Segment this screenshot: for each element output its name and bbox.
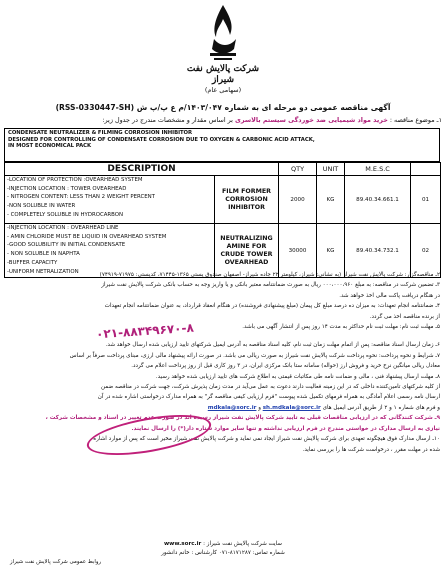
company-name: شرکت پالایش نفت شیراز [186,64,260,85]
footer-site-label: سایت شرکت پالایش نفت شیراز : [201,541,282,547]
footer-site-url[interactable]: www.sorc.ir [164,541,202,547]
handwritten-phone: ۰۲۱-۸۸۳۴۹۶۷۰-۸ [95,320,195,342]
subject-highlight: خرید مواد شیمیایی ضد خوردگی سیستم بالاسری [234,116,388,124]
email-link-mdkala[interactable]: mdkala@sorc.ir [207,404,257,411]
spec-line: -LOCATION OF PROTECTION :OVEARHEAD SYSTEM [7,177,143,183]
item-mesc: 89.40.34.732.1 [345,224,411,278]
email-link-sh-mdkala[interactable]: sh.mdkala@sorc.ir [262,404,321,411]
item-name: FILM FORMER CORROSION INHIBITOR [215,176,279,224]
item-qty: 30000 [279,224,317,278]
english-desc-line: CONDENSATE NEUTRALIZER & FILMING CORROSION INHIBITOR [8,130,193,136]
tender-conditions [6,270,440,455]
header-description: DESCRIPTION [5,163,279,176]
footer [0,540,446,565]
tender-subject [4,115,442,125]
emails-intro: و فرم های شماره ۱ و ۲ از طریق آدرس ایمیل های [322,404,440,411]
item-spec-list [5,176,215,224]
spec-line: - AMIN CHLORIDE MUST BE LIQUID IN OVEARHEAD SYSTEM [7,233,167,240]
invitation-text: از کلیه شرکتهای تامین‌کننده داخلی که در این زمینه فعالیت دارند دعوت به عمل می‌آید در مدت زمان پذیرش شرکت، جهت شرکت در مناقصه ضمن [101,384,440,391]
item-qty: 2000 [279,176,317,224]
spec-line: -GOOD SOLUBILITY IN INITIAL CONDENSATE [7,242,126,249]
footer-contact: شماره تماس: ۸۱۷۱۲۸۷-۰۷۱ کارشناس : خانم دانشور [161,550,285,556]
condition-previous-approval-cont: نیازی به ارسال مدارک در خواستی مندرج در فرم ارزیابی نداشته و تنها سایر موارد ستاره دار(*) را ارسال نمایند. [131,425,440,432]
spec-line: - NON SOLUBLE IN NAPHTA [7,251,80,258]
table-header-row [5,163,441,176]
subject-prefix: ۱ـ موضوع مناقصه : [387,116,442,124]
spec-line: -NON SOLUBLE IN WATER [7,203,76,210]
table-row [5,176,441,224]
spec-line: - NITROGEN CONTENT: LESS THAN 2 WEIGHT PERCENT [7,194,155,201]
item-number: 01 [411,176,441,224]
footer-site-line [0,540,446,549]
emails-and: و [258,404,261,411]
company-tagline: (سهامی عام) [204,86,242,94]
condition-payment: ۷ـ شرایط و نحوه پرداخت: نحوه پرداخت شرکت پالایش نفت شیراز به صورت ریالی می باشد. در صورت ارائه پیشنهاد مالی ارزی، مبنای پرداخت صرفاً بر اساس [69,352,440,359]
condition-previous-approval: ۹ـ شرکت کنندگانی که در ارزیابی مناقصات قبلی به تایید شرکت پالایش نفت شیراز رسیده اند در صورت عدم تغییر در اسناد و مشخصات شرکت ، [45,415,440,422]
header-mesc: M.E.S.C [345,163,411,176]
condition-registration: ۵ـ مهلت ثبت نام: مهلت ثبت نام حداکثر به مدت ۱۴ روز پس از انتشار آگهی می باشد. [242,324,440,331]
condition-no-obligation: ۱۰ـ ارسال مدارک فوق هیچگونه تعهدی برای شرکت پالایش نفت شیراز ایجاد نمی نماید و شرکت پالایش نفت شیراز مخیر است که پس از موارد اشاره [93,436,440,443]
item-unit: KG [317,224,345,278]
item-unit: KG [317,176,345,224]
condition-performance: ۴ـ ضمانتنامه انجام تعهدات: به میزان ده درصد مبلغ کل پیمان (مبلغ پیشنهادی فروشنده) در هنگام انعقاد قرارداد، به عنوان ضمانتنامه انجام تعهدات [104,303,440,310]
english-desc-line: DESIGNED FOR CONTROLLING OF CONDENSATE CORROSION DUE TO OXYGEN & CARBONIC ACID ATTACK, [8,136,315,143]
condition-deadline: ۸ـ مهلت ارسال پیشنهاد فنی ، مالی و ضمانت نامه طی مکاتبات قیمتی به اطلاع شرکت های تایید ارزیابی شده خواهد رسید. [155,373,440,380]
invitation-emails [6,403,440,413]
refinery-flame-icon [200,3,246,63]
header-qty: QTY [279,163,317,176]
condition-performance-cont: از برنده مناقصه اخذ می گردد. [369,313,440,320]
tender-title: آگهی مناقصه عمومی دو مرحله ای به شماره ۱۴۰۳/۰۴۷/م ع پ/پ ش (RSS-0330447-SH) [55,103,391,112]
condition-documents: ۶ـ زمان ارسال اسناد مناقصه: پس از اتمام مهلت زمان ثبت نام، کلیه اسناد مناقصه به آدرس ایمیل شرکتهای تایید ارزیابی شده ارسال خواهد شد. [105,342,440,349]
spec-line: -INJECTION LOCATION : TOWER OVEARHEAD [7,185,127,192]
footer-public-relations: روابط عمومی شرکت پالایش نفت شیراز [10,559,102,565]
spec-line: -BUFFER CAPACITY [7,259,58,266]
invitation-text-cont: ارسال نامه رسمی اعلام آمادگی به همراه فرمهای تکمیل شده پیوست "فرم ارزیابی کیفی مناقصه گر" به همراه مدارک درخواستی اشاره شده در آن [97,394,440,401]
company-logo [184,3,262,101]
item-number: 02 [411,224,441,278]
condition-payment-cont: معادل ریالی میانگین نرخ خرید و فروش ارز (حواله) سامانه ستا بانک مرکزی ایران، در ۳ روز کاری قبل از روز پرداخت اعلام می گردد. [131,363,440,370]
condition-tenderer: ۲ـ مناقصه‌گزار: شرکت پالایش نفت شیراز (به نشانی: شیراز، کیلومتر ۲۲ جاده شیراز- اصفهان صندوق پستی ۱۳۶۵-۷۱۴۴۵، کدپستی: ۷۱۹۷۵-۷۴۹۱۹) [99,272,440,278]
spec-line: -UNIFORM NETRALIZATION [7,268,79,275]
spec-line: - COMPLETELY SOLUBLE IN HYDROCARBON [7,211,124,218]
condition-guarantee: ۳ـ تضمین شرکت در مناقصه: به مبلغ ۰۰۰،۰۰۰،۹۶۰ ریال به صورت ضمانتنامه معتبر بانکی و یا واریز وجه به حساب بانکی شرکت پالایش نفت شیراز [101,282,440,289]
subject-suffix: بر اساس مقدار و مشخصات مندرج در جدول زیر: [102,116,235,124]
english-desc-line: IN MOST ECONOMICAL PACK [8,143,92,150]
items-table [4,162,441,278]
item-mesc: 89.40.34.661.1 [345,176,411,224]
item-name: NEUTRALIZING AMINE FOR CRUDE TOWER OVEARHEAD [215,224,279,278]
spec-line: -INJECTION LOCATION : OVEARHEAD LINE [7,225,119,231]
header-item [411,163,441,176]
header-unit: UNIT [317,163,345,176]
english-description-box [4,128,440,162]
condition-no-obligation-cont: شده در مهلت مقرر ، درخواست شرکت ها را بررسی نماید. [302,446,440,453]
condition-guarantee-cont: در هنگام دریافت پاکت مالی اخذ خواهد شد. [339,292,440,299]
